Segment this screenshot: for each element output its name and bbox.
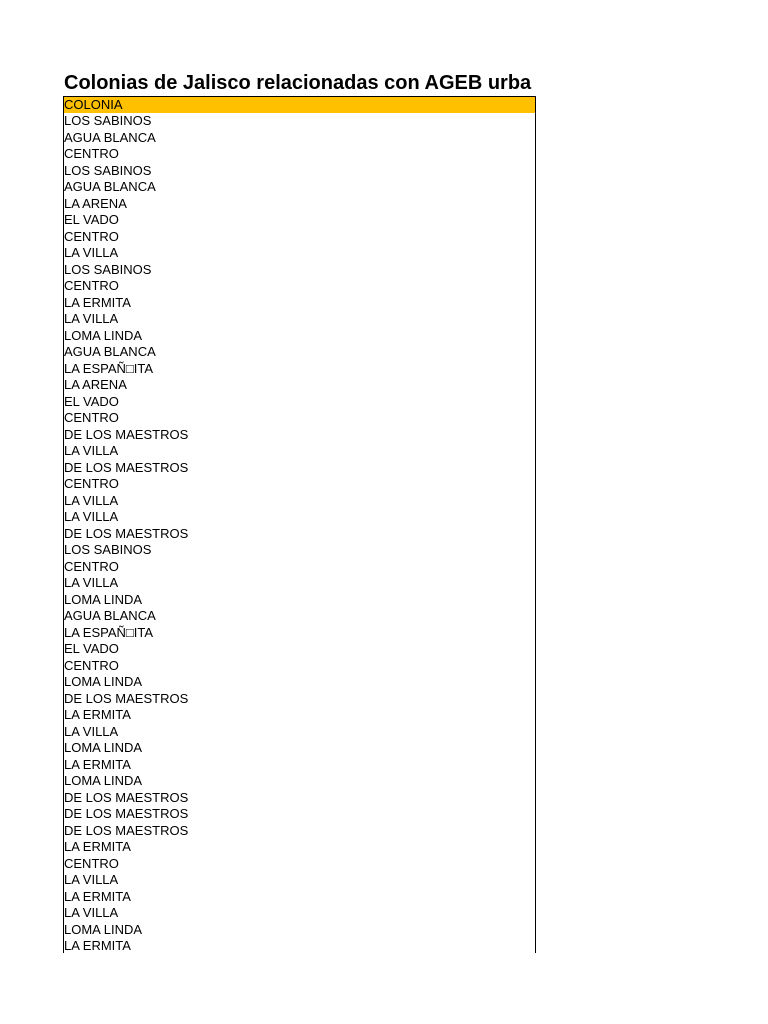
colonias-table bbox=[63, 96, 536, 953]
table-row: LA VILLA bbox=[64, 905, 119, 920]
table-row: LOMA LINDA bbox=[64, 591, 143, 607]
table-row: CENTRO bbox=[64, 146, 119, 161]
table-row: EL VADO bbox=[64, 212, 119, 227]
table-row: DE LOS MAESTROS bbox=[64, 426, 189, 442]
table-row: LOMA LINDA bbox=[64, 773, 143, 788]
table-row: LOS SABINOS bbox=[64, 261, 152, 277]
table-row: LA ERMITA bbox=[64, 707, 131, 722]
table-row: LA VILLA bbox=[64, 443, 119, 458]
table-row: LA VILLA bbox=[64, 575, 119, 590]
table-row: LA ERMITA bbox=[64, 888, 131, 904]
table-row: AGUA BLANCA bbox=[64, 608, 156, 623]
table-row: DE LOS MAESTROS bbox=[64, 789, 189, 805]
table-row: EL VADO bbox=[64, 641, 119, 656]
table-row: LOS SABINOS bbox=[64, 162, 152, 178]
table-row: LA VILLA bbox=[64, 509, 119, 524]
table-row: DE LOS MAESTROS bbox=[64, 822, 189, 838]
table-row: LOMA LINDA bbox=[64, 740, 143, 755]
table-row: LA ESPAÑ□ITA bbox=[64, 624, 154, 640]
table-row: LA VILLA bbox=[64, 245, 119, 260]
table-row: LA ERMITA bbox=[64, 294, 131, 310]
table-row: DE LOS MAESTROS bbox=[64, 459, 189, 475]
table-row: LA ERMITA bbox=[64, 839, 131, 854]
table-row: AGUA BLANCA bbox=[64, 129, 156, 145]
page-title: Colonias de Jalisco relacionadas con AGEB urba bbox=[64, 72, 532, 94]
table-row: CENTRO bbox=[64, 476, 119, 491]
table-row: LA ARENA bbox=[64, 195, 127, 211]
table-row: LA ERMITA bbox=[64, 938, 131, 953]
table-row: CENTRO bbox=[64, 410, 119, 425]
table-row: LA VILLA bbox=[64, 311, 119, 326]
table-row: LOS SABINOS bbox=[64, 113, 152, 128]
table-row: DE LOS MAESTROS bbox=[64, 806, 189, 821]
table-row: LOS SABINOS bbox=[64, 542, 152, 557]
table-row: CENTRO bbox=[64, 657, 119, 673]
table-row: LOMA LINDA bbox=[64, 327, 143, 343]
table-row: CENTRO bbox=[64, 855, 119, 871]
table-row: LA ERMITA bbox=[64, 756, 131, 772]
table-row: LOMA LINDA bbox=[64, 674, 143, 689]
table-row: LOMA LINDA bbox=[64, 921, 143, 937]
table-row: LA VILLA bbox=[64, 723, 119, 739]
table-row: LA VILLA bbox=[64, 492, 119, 508]
table-body bbox=[64, 113, 535, 953]
table-row: EL VADO bbox=[64, 393, 119, 409]
table-row: CENTRO bbox=[64, 228, 119, 244]
column-header-colonia: COLONIA bbox=[64, 97, 535, 113]
table-row: AGUA BLANCA bbox=[64, 179, 156, 194]
table-row: AGUA BLANCA bbox=[64, 344, 156, 359]
table-row: CENTRO bbox=[64, 558, 119, 574]
table-row: CENTRO bbox=[64, 278, 119, 293]
table-row: LA ARENA bbox=[64, 377, 127, 392]
table-row: DE LOS MAESTROS bbox=[64, 690, 189, 706]
table-row: LA VILLA bbox=[64, 872, 119, 887]
table-row: DE LOS MAESTROS bbox=[64, 525, 189, 541]
table-row: LA ESPAÑ□ITA bbox=[64, 360, 154, 376]
